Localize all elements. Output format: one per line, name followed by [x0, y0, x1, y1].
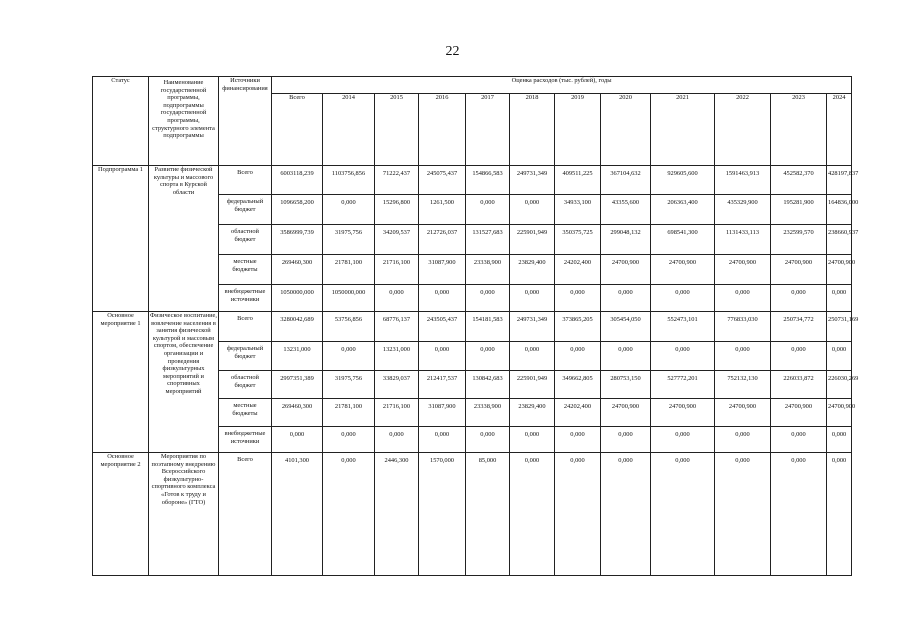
header-col-2014: 2014 [323, 94, 375, 166]
value-cell: 0,000 [555, 342, 601, 371]
value-cell: 0,000 [715, 427, 771, 453]
value-cell: 4101,300 [272, 453, 323, 576]
funding-source: областной бюджет [219, 225, 272, 255]
value-cell: 0,000 [466, 195, 510, 225]
value-cell: 6003118,239 [272, 166, 323, 195]
value-cell: 0,000 [771, 342, 827, 371]
value-cell: 243505,437 [419, 312, 466, 342]
value-cell: 24700,900 [601, 399, 651, 427]
funding-source: областной бюджет [219, 371, 272, 399]
value-cell: 0,000 [771, 285, 827, 312]
value-cell: 0,000 [827, 342, 852, 371]
value-cell: 0,000 [601, 285, 651, 312]
value-cell: 1261,500 [419, 195, 466, 225]
value-cell: 0,000 [651, 342, 715, 371]
value-cell: 0,000 [555, 453, 601, 576]
header-status: Статус [93, 77, 149, 166]
funding-source: Всего [219, 312, 272, 342]
header-col-2015: 2015 [375, 94, 419, 166]
value-cell: 24700,900 [827, 255, 852, 285]
value-cell: 373865,205 [555, 312, 601, 342]
table-row [93, 312, 852, 342]
value-cell: 13231,000 [375, 342, 419, 371]
value-cell: 0,000 [827, 453, 852, 576]
value-cell: 21781,100 [323, 399, 375, 427]
header-col-2019: 2019 [555, 94, 601, 166]
value-cell: 249731,349 [510, 312, 555, 342]
value-cell: 0,000 [323, 427, 375, 453]
value-cell: 0,000 [323, 342, 375, 371]
value-cell: 0,000 [419, 427, 466, 453]
value-cell: 24700,900 [827, 399, 852, 427]
value-cell: 0,000 [651, 285, 715, 312]
header-col-2021: 2021 [651, 94, 715, 166]
value-cell: 85,000 [466, 453, 510, 576]
value-cell: 752132,130 [715, 371, 771, 399]
value-cell: 0,000 [323, 453, 375, 576]
value-cell: 24202,400 [555, 399, 601, 427]
value-cell: 43355,600 [601, 195, 651, 225]
value-cell: 23338,900 [466, 399, 510, 427]
value-cell: 1103756,856 [323, 166, 375, 195]
funding-source: местные бюджеты [219, 255, 272, 285]
value-cell: 34933,100 [555, 195, 601, 225]
value-cell: 23829,400 [510, 399, 555, 427]
row-program-name: Мероприятия по поэтапному внедрению Всероссийского физкультурно-спортивного комплекса «Готов к труду и обороне» (ГТО) [149, 453, 219, 576]
value-cell: 0,000 [375, 427, 419, 453]
value-cell: 299048,132 [601, 225, 651, 255]
value-cell: 24700,900 [651, 399, 715, 427]
value-cell: 53756,856 [323, 312, 375, 342]
value-cell: 409511,225 [555, 166, 601, 195]
value-cell: 238660,937 [827, 225, 852, 255]
header-col-2024: 2024 [827, 94, 852, 166]
value-cell: 3280042,689 [272, 312, 323, 342]
row-program-name: Развитие физической культуры и массового спорта в Курской области [149, 166, 219, 312]
header-col-2017: 2017 [466, 94, 510, 166]
value-cell: 0,000 [827, 427, 852, 453]
value-cell: 21781,100 [323, 255, 375, 285]
value-cell: 0,000 [601, 453, 651, 576]
funding-source: Всего [219, 453, 272, 576]
row-program-name: Физическое воспитание, вовлечение населения в занятия физической культурой и массовым спортом, обеспечение организации и проведения физкультурных мероприятий и спортивных мероприятий [149, 312, 219, 453]
value-cell: 1570,000 [419, 453, 466, 576]
value-cell: 226030,269 [827, 371, 852, 399]
value-cell: 23829,400 [510, 255, 555, 285]
value-cell: 3586999,739 [272, 225, 323, 255]
value-cell: 527772,201 [651, 371, 715, 399]
value-cell: 428197,837 [827, 166, 852, 195]
value-cell: 0,000 [323, 195, 375, 225]
value-cell: 130842,683 [466, 371, 510, 399]
value-cell: 0,000 [510, 342, 555, 371]
funding-source: внебюджетные источники [219, 427, 272, 453]
value-cell: 225901,949 [510, 225, 555, 255]
value-cell: 68776,137 [375, 312, 419, 342]
value-cell: 1096658,200 [272, 195, 323, 225]
value-cell: 0,000 [510, 285, 555, 312]
value-cell: 226033,872 [771, 371, 827, 399]
value-cell: 15296,800 [375, 195, 419, 225]
value-cell: 452582,370 [771, 166, 827, 195]
value-cell: 212417,537 [419, 371, 466, 399]
value-cell: 33829,037 [375, 371, 419, 399]
header-name: Наименование государственной программы, подпрограммы государственной программы, структурного элемента подпрограммы [149, 77, 219, 166]
value-cell: 154866,583 [466, 166, 510, 195]
value-cell: 245075,437 [419, 166, 466, 195]
value-cell: 0,000 [601, 342, 651, 371]
value-cell: 1591463,913 [715, 166, 771, 195]
value-cell: 350375,725 [555, 225, 601, 255]
value-cell: 1050000,000 [323, 285, 375, 312]
value-cell: 349662,805 [555, 371, 601, 399]
value-cell: 0,000 [466, 342, 510, 371]
value-cell: 24202,400 [555, 255, 601, 285]
value-cell: 0,000 [419, 342, 466, 371]
value-cell: 929605,600 [651, 166, 715, 195]
header-col-2022: 2022 [715, 94, 771, 166]
row-status: Основное мероприятие 2 [93, 453, 149, 576]
value-cell: 0,000 [771, 453, 827, 576]
value-cell: 31087,900 [419, 255, 466, 285]
value-cell: 0,000 [272, 427, 323, 453]
value-cell: 0,000 [510, 195, 555, 225]
row-status: Основное мероприятие 1 [93, 312, 149, 453]
value-cell: 0,000 [715, 285, 771, 312]
value-cell: 0,000 [601, 427, 651, 453]
value-cell: 31087,900 [419, 399, 466, 427]
value-cell: 0,000 [510, 427, 555, 453]
budget-table [92, 76, 859, 576]
value-cell: 24700,900 [771, 399, 827, 427]
value-cell: 0,000 [555, 427, 601, 453]
value-cell: 250734,772 [771, 312, 827, 342]
value-cell: 367104,632 [601, 166, 651, 195]
value-cell: 13231,000 [272, 342, 323, 371]
header-source: Источники финансирования [219, 77, 272, 166]
value-cell: 269460,300 [272, 255, 323, 285]
header-col-2020: 2020 [601, 94, 651, 166]
budget-body [93, 166, 859, 576]
value-cell: 24700,900 [651, 255, 715, 285]
value-cell: 0,000 [510, 453, 555, 576]
value-cell: 0,000 [466, 427, 510, 453]
value-cell: 21716,100 [375, 255, 419, 285]
funding-source: внебюджетные источники [219, 285, 272, 312]
value-cell: 31975,756 [323, 225, 375, 255]
header-col-total: Всего [272, 94, 323, 166]
value-cell: 280753,150 [601, 371, 651, 399]
page-number: 22 [445, 44, 460, 59]
value-cell: 131527,683 [466, 225, 510, 255]
value-cell: 250731,169 [827, 312, 852, 342]
value-cell: 24700,900 [715, 399, 771, 427]
funding-source: федеральный бюджет [219, 195, 272, 225]
value-cell: 0,000 [419, 285, 466, 312]
funding-source: местные бюджеты [219, 399, 272, 427]
value-cell: 206363,400 [651, 195, 715, 225]
value-cell: 154181,583 [466, 312, 510, 342]
value-cell: 34209,537 [375, 225, 419, 255]
value-cell: 24700,900 [601, 255, 651, 285]
value-cell: 2997351,389 [272, 371, 323, 399]
value-cell: 23338,900 [466, 255, 510, 285]
header-col-2016: 2016 [419, 94, 466, 166]
value-cell: 698541,300 [651, 225, 715, 255]
value-cell: 1050000,000 [272, 285, 323, 312]
value-cell: 0,000 [715, 453, 771, 576]
value-cell: 0,000 [651, 453, 715, 576]
value-cell: 71222,437 [375, 166, 419, 195]
value-cell: 164836,000 [827, 195, 852, 225]
value-cell: 0,000 [651, 427, 715, 453]
header-estimate: Оценка расходов (тыс. рублей), годы [272, 77, 852, 94]
value-cell: 0,000 [555, 285, 601, 312]
value-cell: 552473,101 [651, 312, 715, 342]
value-cell: 0,000 [715, 342, 771, 371]
value-cell: 0,000 [375, 285, 419, 312]
value-cell: 305454,050 [601, 312, 651, 342]
header-col-2023: 2023 [771, 94, 827, 166]
row-status: Подпрограмма 1 [93, 166, 149, 312]
value-cell: 1131433,113 [715, 225, 771, 255]
value-cell: 0,000 [771, 427, 827, 453]
value-cell: 24700,900 [715, 255, 771, 285]
funding-source: федеральный бюджет [219, 342, 272, 371]
value-cell: 269460,300 [272, 399, 323, 427]
table-row [93, 166, 852, 195]
value-cell: 195281,900 [771, 195, 827, 225]
value-cell: 212726,037 [419, 225, 466, 255]
value-cell: 225901,949 [510, 371, 555, 399]
value-cell: 24700,900 [771, 255, 827, 285]
value-cell: 435329,900 [715, 195, 771, 225]
value-cell: 249731,349 [510, 166, 555, 195]
value-cell: 0,000 [827, 285, 852, 312]
value-cell: 0,000 [466, 285, 510, 312]
value-cell: 232599,570 [771, 225, 827, 255]
table-row [93, 453, 852, 576]
value-cell: 21716,100 [375, 399, 419, 427]
value-cell: 2446,300 [375, 453, 419, 576]
header-row-top [93, 77, 852, 94]
funding-source: Всего [219, 166, 272, 195]
header-col-2018: 2018 [510, 94, 555, 166]
value-cell: 776833,030 [715, 312, 771, 342]
value-cell: 31975,756 [323, 371, 375, 399]
